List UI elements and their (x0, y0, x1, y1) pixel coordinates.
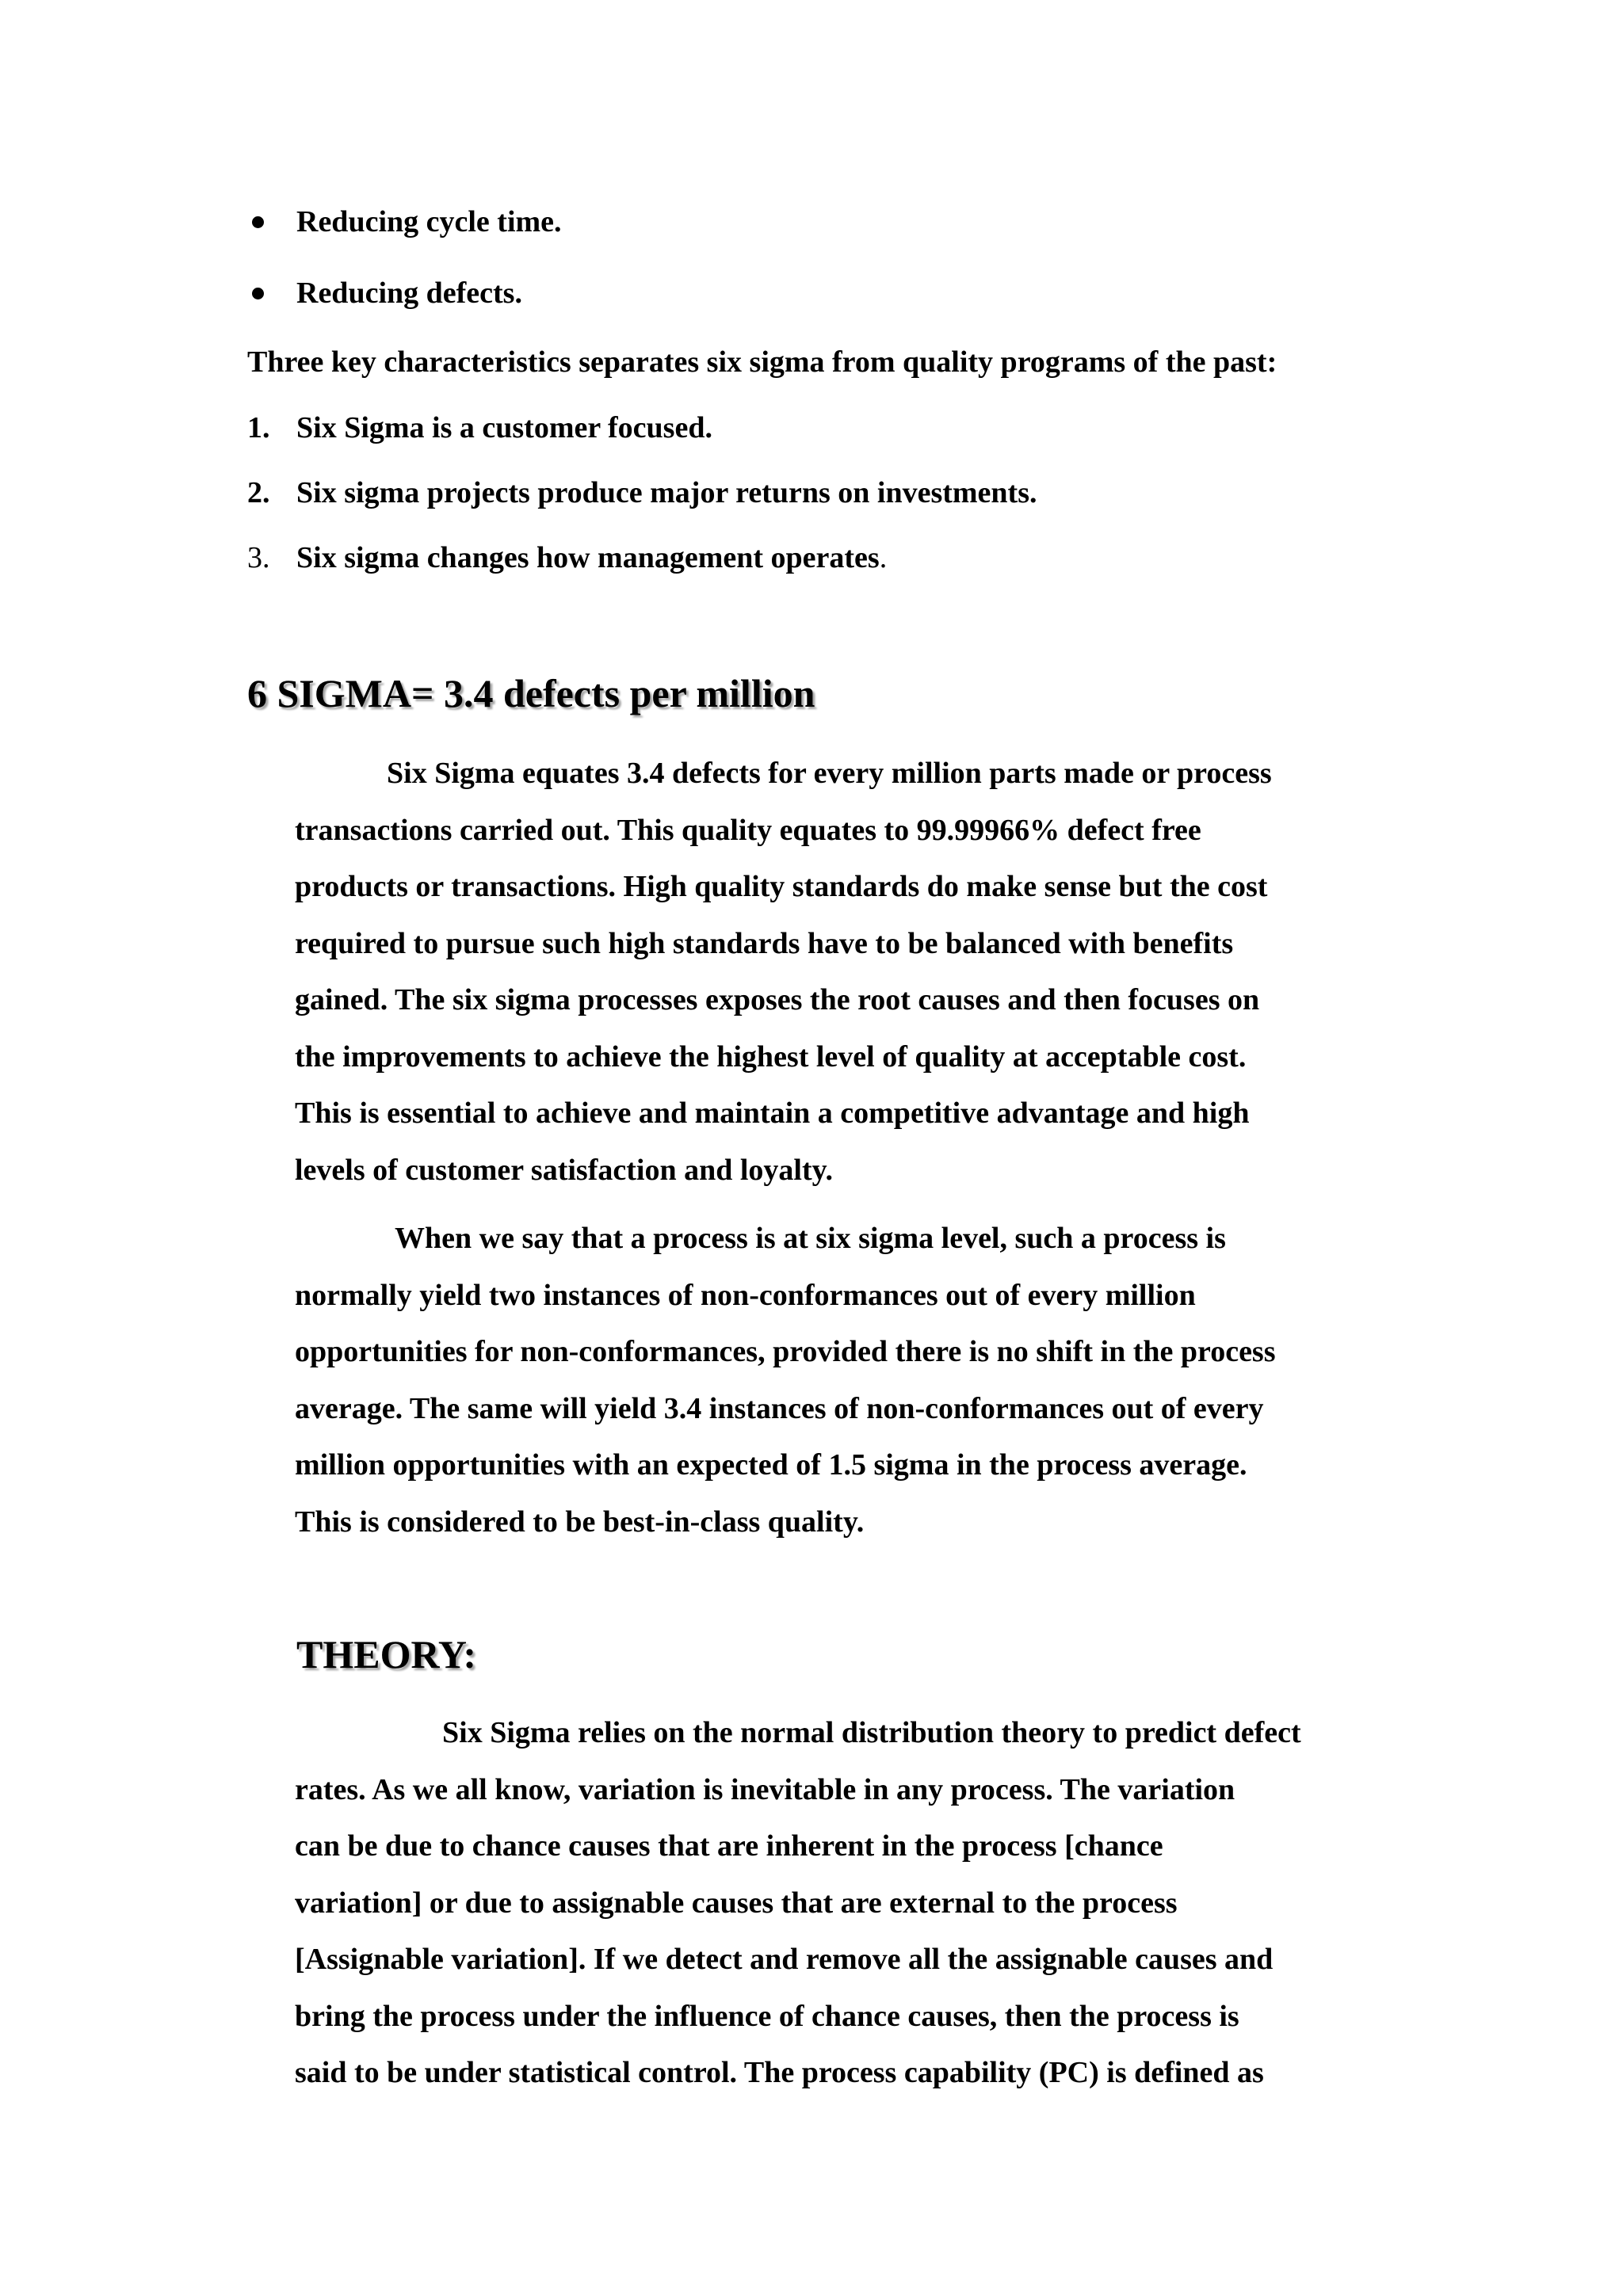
intro-text: Three key characteristics separates six sigma from quality programs of the past: (247, 345, 1277, 379)
bullet-dot-icon (252, 216, 264, 228)
bullet-item: Reducing cycle time. (296, 205, 562, 238)
paragraph-line: bring the process under the influence of chance causes, then the process is (295, 1999, 1239, 2033)
paragraph-line: said to be under statistical control. The process capability (PC) is defined as (295, 2056, 1264, 2089)
paragraph-line: levels of customer satisfaction and loyalty. (295, 1153, 834, 1187)
paragraph-line: Six Sigma equates 3.4 defects for every million parts made or process (387, 757, 1272, 790)
paragraph-line: average. The same will yield 3.4 instances of non-conformances out of every (295, 1391, 1264, 1425)
paragraph-line: million opportunities with an expected of 1.5 sigma in the process average. (295, 1448, 1247, 1482)
paragraph-line: When we say that a process is at six sigma level, such a process is (395, 1222, 1226, 1255)
bullet-dot-icon (252, 288, 264, 299)
paragraph-line: Six Sigma relies on the normal distribution theory to predict defect (442, 1716, 1301, 1749)
list-item: Six Sigma is a customer focused. (296, 411, 712, 444)
section-heading-theory: THEORY: (296, 1632, 477, 1676)
paragraph-line: rates. As we all know, variation is inevitable in any process. The variation (295, 1772, 1235, 1806)
paragraph-line: opportunities for non-conformances, provided there is no shift in the process (295, 1335, 1276, 1368)
paragraph-theory (295, 1705, 1388, 2102)
paragraph-line: gained. The six sigma processes exposes the root causes and then focuses on (295, 983, 1260, 1016)
paragraph-line: This is considered to be best-in-class quality. (295, 1505, 865, 1539)
list-item: Six sigma projects produce major returns on investments. (296, 476, 1037, 509)
list-number: 1. (247, 411, 270, 444)
paragraph-line: products or transactions. High quality standards do make sense but the cost (295, 870, 1268, 903)
list-item (296, 540, 887, 576)
list-number: 3. (247, 541, 270, 574)
paragraph-line: can be due to chance causes that are inherent in the process [chance (295, 1829, 1163, 1863)
paragraph-line: [Assignable variation]. If we detect and remove all the assignable causes and (295, 1943, 1274, 1976)
paragraph-line: normally yield two instances of non-conformances out of every million (295, 1278, 1196, 1312)
paragraph-six-sigma-definition (295, 746, 1388, 1199)
list-number: 2. (247, 476, 270, 509)
section-heading-six-sigma: 6 SIGMA= 3.4 defects per million (247, 671, 815, 715)
paragraph-line: This is essential to achieve and maintain a competitive advantage and high (295, 1097, 1250, 1130)
list-item-text: Six sigma changes how management operates (296, 541, 880, 574)
paragraph-line: required to pursue such high standards have to be balanced with benefits (295, 926, 1234, 960)
paragraph-line: the improvements to achieve the highest level of quality at acceptable cost. (295, 1039, 1247, 1074)
paragraph-line: transactions carried out. This quality equates to 99.99966% defect free (295, 813, 1201, 847)
list-item-trail: . (879, 541, 888, 574)
paragraph-line: variation] or due to assignable causes that are external to the process (295, 1886, 1178, 1920)
bullet-item: Reducing defects. (296, 277, 522, 310)
paragraph-six-sigma-level (295, 1211, 1388, 1550)
